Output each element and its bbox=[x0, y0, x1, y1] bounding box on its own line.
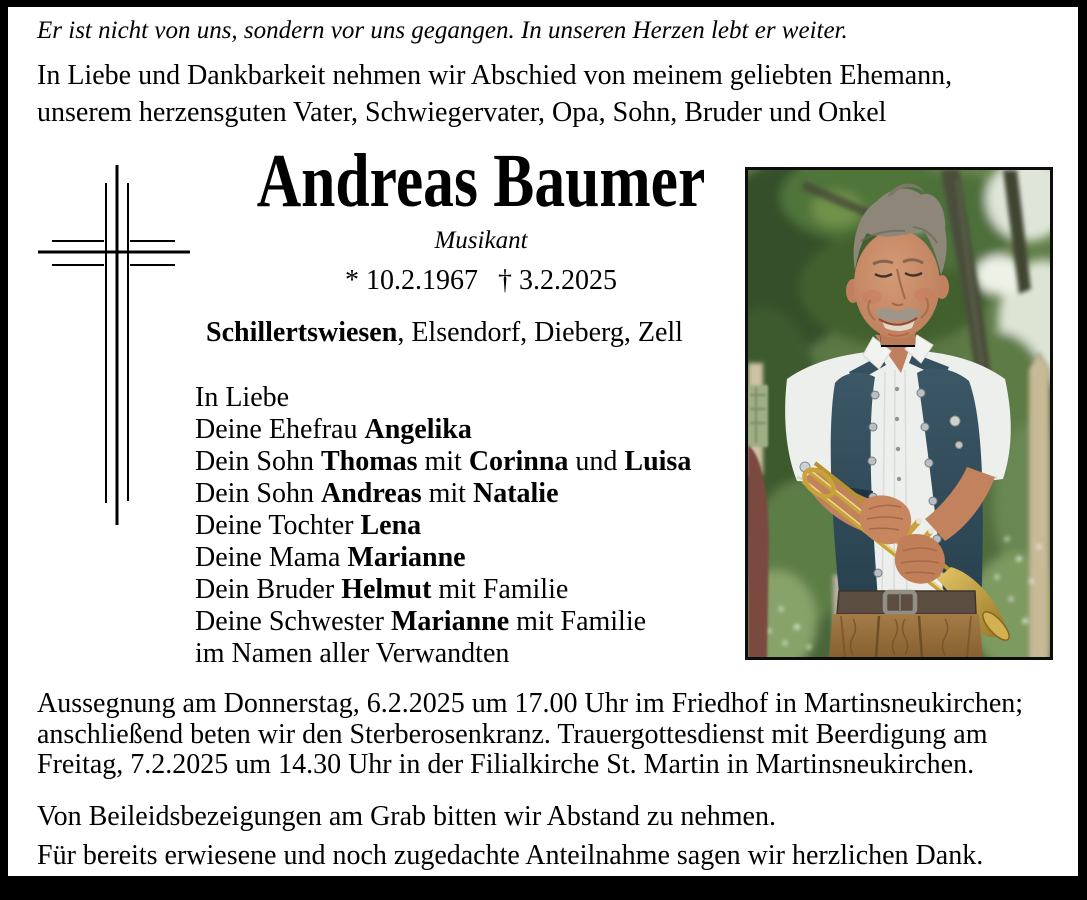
mourners-list bbox=[195, 382, 691, 670]
name-bold: Corinna bbox=[468, 446, 569, 477]
name-bold: Thomas bbox=[321, 446, 418, 477]
deceased-name: Andreas Baumer bbox=[256, 139, 706, 223]
name-bold: Andreas bbox=[321, 478, 422, 509]
text-line: Freitag, 7.2.2025 um 14.30 Uhr in der Filialkirche St. Martin in Martinsneukirchen. bbox=[37, 749, 975, 780]
text-line: In Liebe und Dankbarkeit nehmen wir Abschied von meinem geliebten Ehemann, bbox=[37, 60, 953, 91]
thanks-note: Für bereits erwiesene und noch zugedachte Anteilnahme sagen wir herzlichen Dank. bbox=[37, 840, 984, 871]
name-bold: Marianne bbox=[390, 606, 510, 637]
text-segment: und bbox=[568, 446, 625, 477]
text-segment: , Elsendorf, Dieberg, Zell bbox=[397, 317, 683, 348]
text-segment: Dein Sohn bbox=[195, 478, 321, 509]
text-segment: Dein Bruder bbox=[195, 574, 342, 605]
name-bold: Natalie bbox=[472, 478, 559, 509]
text-line: Aussegnung am Donnerstag, 6.2.2025 um 17.00 Uhr im Friedhof in Martinsneukirchen; bbox=[37, 688, 1024, 719]
text-segment: mit Familie bbox=[431, 574, 569, 605]
text-segment: Deine Schwester bbox=[195, 606, 391, 637]
death-date: † 3.2.2025 bbox=[498, 265, 617, 296]
mourners-heading: In Liebe bbox=[195, 382, 290, 413]
mourner-line bbox=[195, 574, 691, 606]
mourner-lines bbox=[195, 414, 691, 670]
condolence-note: Von Beileidsbezeigungen am Grab bitten wir Abstand zu nehmen. bbox=[37, 801, 776, 832]
mourner-line bbox=[195, 446, 691, 478]
places-line bbox=[206, 317, 683, 349]
text-segment: Deine Ehefrau bbox=[195, 414, 365, 445]
funeral-info bbox=[37, 689, 1023, 781]
text-line: anschließend beten wir den Sterberosenkranz. Trauergottesdienst mit Beerdigung am bbox=[37, 718, 988, 750]
mourner-line bbox=[195, 510, 691, 542]
name-bold: Luisa bbox=[624, 446, 692, 477]
text-segment: Dein Sohn bbox=[195, 446, 321, 477]
deceased-profession: Musikant bbox=[434, 227, 528, 254]
text-segment: mit Familie bbox=[509, 606, 647, 637]
text-segment: Deine Tochter bbox=[195, 510, 361, 541]
text-segment: im Namen aller Verwandten bbox=[195, 638, 510, 669]
obituary-sheet bbox=[8, 7, 1078, 876]
text-segment: mit bbox=[417, 446, 469, 477]
name-bold: Angelika bbox=[364, 414, 472, 445]
text-segment: Deine Mama bbox=[195, 542, 348, 573]
mourner-line bbox=[195, 606, 691, 638]
birth-date: * 10.2.1967 bbox=[345, 265, 478, 296]
text-segment: mit bbox=[421, 478, 473, 509]
intro-paragraph bbox=[37, 57, 952, 131]
epigraph-text: Er ist nicht von uns, sondern vor uns gegangen. In unseren Herzen lebt er weiter. bbox=[37, 17, 848, 44]
name-bold: Lena bbox=[360, 510, 422, 541]
name-bold: Helmut bbox=[341, 574, 432, 605]
mourner-line bbox=[195, 542, 691, 574]
name-bold: Schillertswiesen bbox=[206, 317, 398, 348]
memorial-cross-icon bbox=[35, 163, 200, 533]
mourner-line bbox=[195, 414, 691, 446]
mourner-line bbox=[195, 638, 691, 670]
name-bold: Marianne bbox=[347, 542, 466, 573]
mourner-line bbox=[195, 478, 691, 510]
life-dates bbox=[186, 265, 776, 297]
text-line: unserem herzensguten Vater, Schwiegervater, Opa, Sohn, Bruder und Onkel bbox=[37, 97, 887, 128]
portrait-photo bbox=[745, 167, 1053, 660]
